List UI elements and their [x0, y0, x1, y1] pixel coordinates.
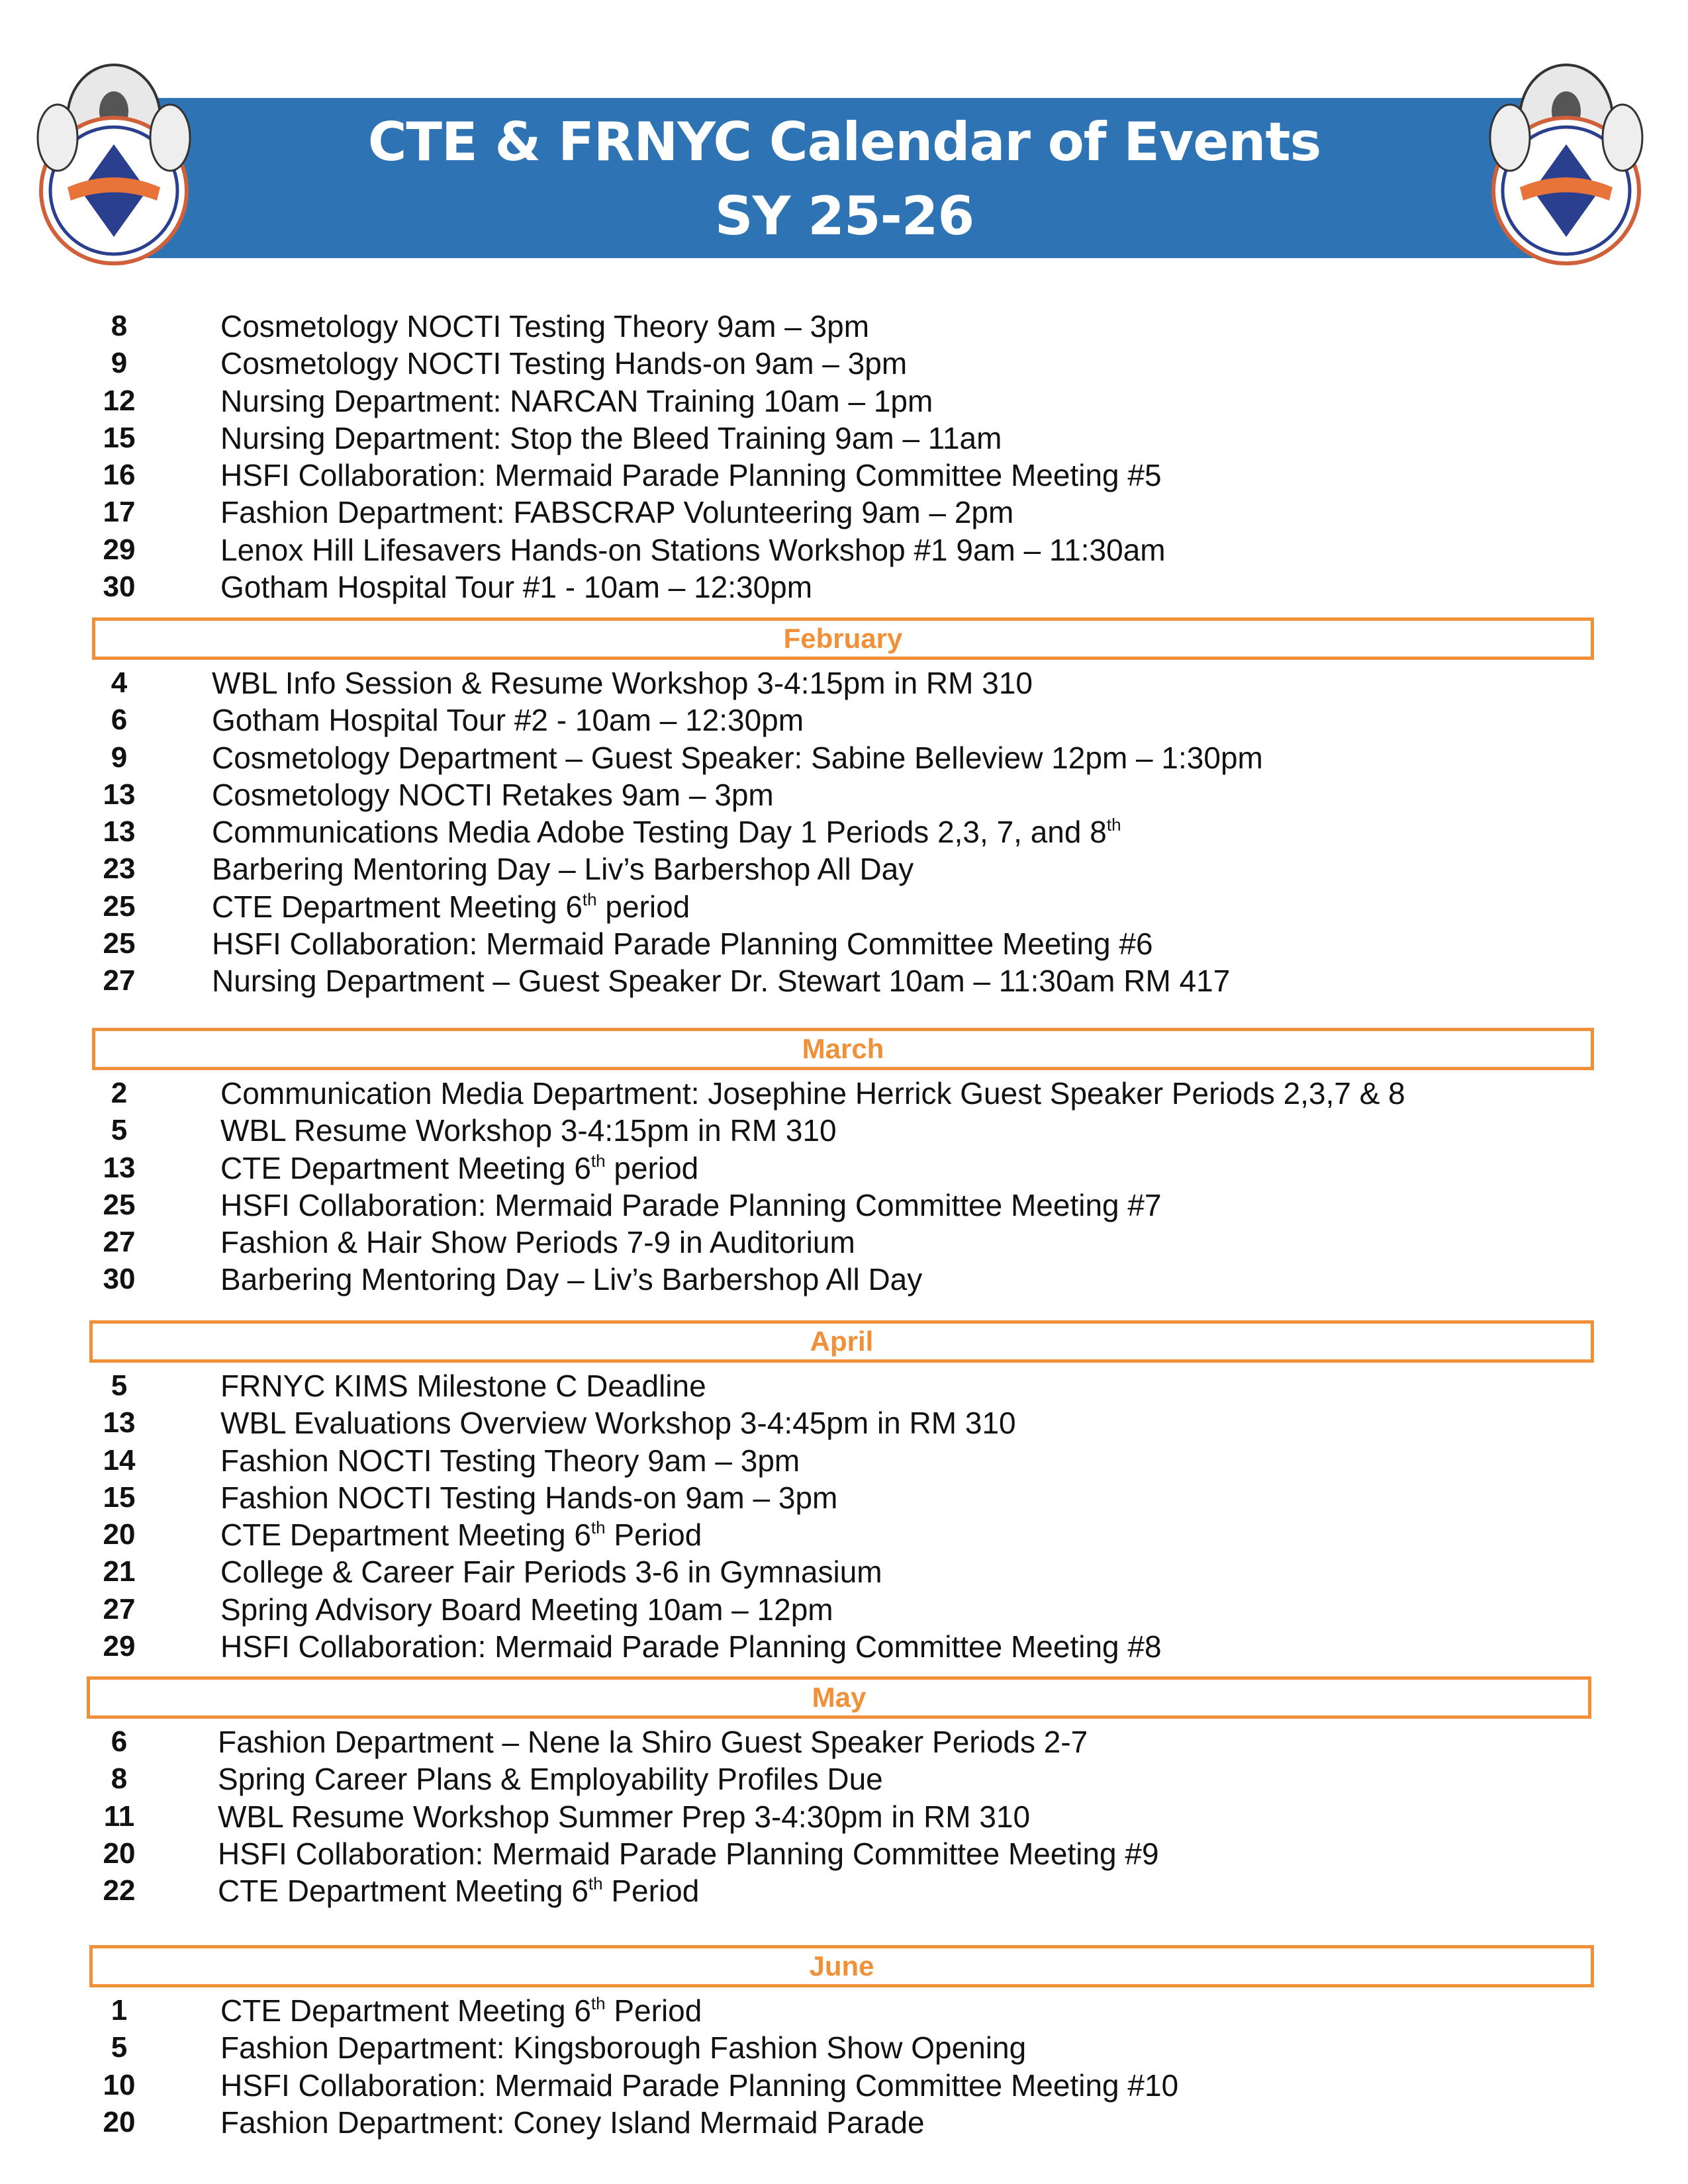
event-text: Fashion Department – Nene la Shiro Guest Speaker Periods 2-7 — [218, 1725, 1088, 1759]
event-text: CTE Department Meeting 6 — [220, 1150, 591, 1185]
ordinal-suffix: th — [582, 889, 597, 909]
event-row — [0, 1075, 1688, 1112]
page-title: CTE & FRNYC Calendar of Events — [367, 111, 1321, 173]
event-description — [218, 1723, 1088, 1760]
event-day: 17 — [103, 496, 136, 529]
event-text: Barbering Mentoring Day – Liv’s Barbershop All Day — [220, 1262, 923, 1297]
event-day: 30 — [103, 1263, 136, 1296]
month-header-june: June — [89, 1945, 1594, 1987]
event-description — [220, 1075, 1405, 1112]
event-text: Gotham Hospital Tour #1 - 10am – 12:30pm — [220, 570, 813, 605]
event-description — [218, 1872, 699, 1909]
event-day: 9 — [111, 741, 128, 774]
event-text: Nursing Department: NARCAN Training 10am – 1pm — [220, 383, 933, 418]
event-section — [0, 1992, 1688, 2141]
event-description — [218, 1835, 1159, 1872]
event-day: 8 — [111, 310, 128, 342]
event-day: 27 — [103, 964, 136, 997]
event-row — [0, 2029, 1688, 2066]
event-row — [0, 494, 1688, 531]
event-day: 2 — [111, 1077, 128, 1109]
ordinal-suffix: th — [590, 1993, 606, 2013]
event-row — [0, 1367, 1688, 1404]
event-description — [220, 2104, 925, 2141]
event-day: 25 — [103, 927, 136, 960]
event-description — [212, 739, 1263, 776]
event-day: 13 — [103, 778, 136, 811]
event-text: Communication Media Department: Josephine Herrick Guest Speaker Periods 2,3,7 & 8 — [220, 1076, 1405, 1111]
event-description — [220, 1992, 702, 2029]
event-description — [220, 457, 1162, 494]
event-description — [218, 1760, 883, 1797]
event-day: 11 — [103, 1799, 135, 1833]
month-header-march: March — [92, 1028, 1594, 1070]
event-row — [0, 962, 1688, 999]
event-day: 20 — [103, 2105, 136, 2138]
ordinal-suffix: th — [590, 1518, 606, 1538]
event-day: 29 — [103, 1630, 136, 1663]
event-text: Cosmetology Department – Guest Speaker: Sabine Belleview 12pm – 1:30pm — [212, 740, 1263, 775]
event-description — [220, 308, 869, 345]
event-text: WBL Resume Workshop Summer Prep 3-4:30pm in RM 310 — [218, 1799, 1031, 1834]
event-text: Fashion Department: FABSCRAP Volunteering 9am – 2pm — [220, 495, 1014, 530]
event-day: 6 — [111, 1725, 128, 1758]
header-banner — [95, 98, 1594, 258]
event-text: Spring Advisory Board Meeting 10am – 12pm — [220, 1592, 833, 1627]
event-day: 21 — [103, 1555, 136, 1588]
event-text: FRNYC KIMS Milestone C Deadline — [220, 1369, 706, 1403]
event-row — [0, 1553, 1688, 1590]
event-description — [220, 1261, 922, 1298]
event-day: 4 — [111, 666, 128, 699]
event-description — [220, 420, 1002, 457]
event-text: WBL Info Session & Resume Workshop 3-4:15pm in RM 310 — [212, 666, 1033, 700]
event-row — [0, 1516, 1688, 1553]
event-row — [0, 1442, 1688, 1479]
event-text: CTE Department Meeting 6 — [220, 1518, 591, 1553]
event-text: Fashion NOCTI Testing Hands-on 9am – 3pm — [220, 1480, 838, 1515]
event-row — [0, 1798, 1688, 1835]
event-description — [212, 925, 1153, 962]
event-row — [0, 383, 1688, 420]
event-section — [0, 308, 1688, 606]
event-text: CTE Department Meeting 6 — [220, 1993, 591, 2028]
event-day: 27 — [103, 1226, 136, 1259]
event-row — [0, 2067, 1688, 2104]
event-row — [0, 1187, 1688, 1224]
event-description — [220, 383, 933, 420]
event-day: 22 — [103, 1874, 136, 1907]
event-day: 23 — [103, 852, 136, 886]
event-text: Fashion Department: Coney Island Mermaid Parade — [220, 2105, 925, 2140]
event-text: College & Career Fair Periods 3-6 in Gymnasium — [220, 1555, 882, 1590]
event-description — [212, 813, 1121, 850]
event-row — [0, 1112, 1688, 1149]
event-text: CTE Department Meeting 6 — [218, 1874, 588, 1909]
event-description — [212, 702, 804, 739]
event-text-tail: Period — [605, 1518, 702, 1553]
event-description — [220, 1150, 698, 1187]
event-description — [220, 1112, 837, 1149]
ordinal-suffix: th — [1106, 815, 1121, 835]
event-text: Spring Career Plans & Employability Profiles Due — [218, 1762, 883, 1797]
event-description — [220, 1187, 1162, 1224]
event-section — [0, 664, 1688, 1000]
event-row — [0, 1835, 1688, 1872]
event-text: Barbering Mentoring Day – Liv’s Barbershop All Day — [212, 852, 914, 887]
event-day: 13 — [103, 1151, 136, 1184]
event-row — [0, 888, 1688, 925]
school-logo-left — [28, 58, 200, 270]
event-day: 30 — [103, 570, 136, 604]
ordinal-suffix: th — [590, 1150, 606, 1171]
event-text: Fashion & Hair Show Periods 7-9 in Auditorium — [220, 1225, 855, 1260]
event-row — [0, 308, 1688, 345]
event-text: WBL Evaluations Overview Workshop 3-4:45pm in RM 310 — [220, 1406, 1016, 1441]
month-header-may: May — [87, 1676, 1591, 1719]
event-row — [0, 664, 1688, 702]
event-row — [0, 569, 1688, 606]
event-text-tail: period — [596, 889, 690, 924]
event-row — [0, 813, 1688, 850]
event-description — [212, 962, 1230, 999]
event-day: 14 — [103, 1443, 136, 1477]
event-day: 15 — [103, 421, 136, 454]
event-row — [0, 1992, 1688, 2029]
event-text: HSFI Collaboration: Mermaid Parade Planning Committee Meeting #5 — [220, 458, 1162, 493]
event-text: Nursing Department – Guest Speaker Dr. Stewart 10am – 11:30am RM 417 — [212, 964, 1231, 999]
event-day: 25 — [103, 889, 136, 923]
event-text: Nursing Department: Stop the Bleed Training 9am – 11am — [220, 420, 1002, 455]
event-day: 5 — [111, 1114, 128, 1147]
event-row — [0, 850, 1688, 887]
event-row — [0, 1224, 1688, 1261]
event-day: 15 — [103, 1480, 136, 1514]
event-section — [0, 1075, 1688, 1298]
event-text: Cosmetology NOCTI Testing Hands-on 9am – 3pm — [220, 346, 908, 381]
event-row — [0, 739, 1688, 776]
event-row — [0, 2104, 1688, 2141]
event-description — [220, 2029, 1026, 2066]
event-row — [0, 925, 1688, 962]
event-description — [220, 1404, 1016, 1441]
event-row — [0, 702, 1688, 739]
event-description — [218, 1798, 1030, 1835]
event-text-tail: Period — [605, 1993, 702, 2028]
page-subtitle: SY 25-26 — [714, 185, 974, 247]
event-section — [0, 1723, 1688, 1909]
event-text: Cosmetology NOCTI Retakes 9am – 3pm — [212, 777, 774, 812]
event-text: HSFI Collaboration: Mermaid Parade Planning Committee Meeting #7 — [220, 1187, 1162, 1222]
event-row — [0, 1760, 1688, 1797]
event-row — [0, 1628, 1688, 1665]
event-day: 12 — [103, 384, 136, 417]
event-text: Lenox Hill Lifesavers Hands-on Stations Workshop #1 9am – 11:30am — [220, 532, 1166, 567]
event-day: 5 — [111, 2031, 128, 2064]
event-description — [220, 1367, 706, 1404]
event-day: 27 — [103, 1592, 136, 1625]
event-description — [220, 569, 812, 606]
event-day: 9 — [111, 347, 128, 380]
event-description — [220, 494, 1013, 531]
event-day: 1 — [111, 1994, 128, 2026]
event-text: Fashion Department: Kingsborough Fashion Show Opening — [220, 2030, 1027, 2066]
event-description — [220, 1516, 702, 1553]
event-day: 13 — [103, 815, 136, 848]
event-day: 10 — [103, 2068, 136, 2101]
month-header-february: February — [92, 617, 1594, 660]
event-description — [220, 531, 1166, 569]
event-text: Fashion NOCTI Testing Theory 9am – 3pm — [220, 1443, 800, 1478]
event-text: Gotham Hospital Tour #2 - 10am – 12:30pm — [212, 703, 804, 738]
event-description — [220, 1591, 833, 1628]
event-text: Cosmetology NOCTI Testing Theory 9am – 3pm — [220, 309, 870, 343]
event-section — [0, 1367, 1688, 1665]
event-day: 25 — [103, 1188, 136, 1221]
event-text: HSFI Collaboration: Mermaid Parade Planning Committee Meeting #10 — [220, 2068, 1179, 2103]
event-row — [0, 1591, 1688, 1628]
ordinal-suffix: th — [588, 1874, 603, 1894]
event-description — [212, 888, 690, 925]
month-header-april: April — [89, 1320, 1594, 1363]
event-row — [0, 1479, 1688, 1516]
event-text: HSFI Collaboration: Mermaid Parade Planning Committee Meeting #6 — [212, 927, 1153, 962]
event-day: 13 — [103, 1406, 136, 1439]
event-description — [220, 1442, 800, 1479]
event-description — [220, 1224, 855, 1261]
event-day: 16 — [103, 459, 136, 492]
event-row — [0, 1872, 1688, 1909]
event-description — [220, 1628, 1162, 1665]
event-row — [0, 1150, 1688, 1187]
event-text: HSFI Collaboration: Mermaid Parade Planning Committee Meeting #8 — [220, 1629, 1162, 1664]
event-row — [0, 531, 1688, 569]
event-description — [220, 1553, 882, 1590]
event-description — [212, 664, 1033, 702]
event-day: 8 — [111, 1762, 128, 1796]
event-day: 20 — [103, 1518, 136, 1551]
event-text-tail: period — [605, 1150, 699, 1185]
school-logo-right — [1480, 58, 1652, 270]
event-description — [220, 1479, 837, 1516]
event-row — [0, 457, 1688, 494]
event-text: Communications Media Adobe Testing Day 1 Periods 2,3, 7, and 8 — [212, 815, 1107, 850]
event-row — [0, 776, 1688, 813]
event-row — [0, 1404, 1688, 1441]
event-day: 29 — [103, 533, 136, 566]
event-text: WBL Resume Workshop 3-4:15pm in RM 310 — [220, 1113, 837, 1148]
event-description — [220, 2067, 1178, 2104]
event-text: HSFI Collaboration: Mermaid Parade Planning Committee Meeting #9 — [218, 1836, 1159, 1871]
event-row — [0, 1261, 1688, 1298]
event-row — [0, 345, 1688, 382]
event-description — [220, 345, 907, 382]
event-day: 5 — [111, 1369, 128, 1402]
event-row — [0, 420, 1688, 457]
event-text-tail: Period — [602, 1874, 700, 1909]
event-description — [212, 776, 774, 813]
event-day: 20 — [103, 1837, 136, 1870]
event-row — [0, 1723, 1688, 1760]
event-description — [212, 850, 914, 887]
event-text: CTE Department Meeting 6 — [212, 889, 583, 924]
event-day: 6 — [111, 704, 128, 737]
